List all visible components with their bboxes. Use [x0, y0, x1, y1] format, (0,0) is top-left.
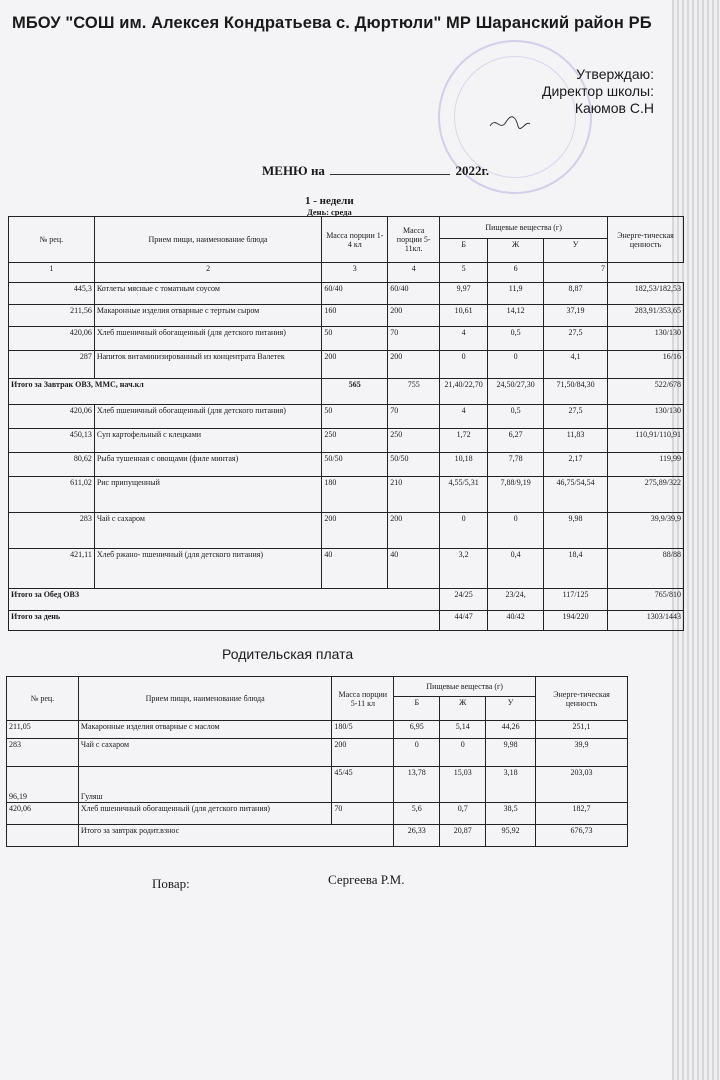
- dish-name: Рыба тушенная с овощами (филе минтая): [94, 453, 322, 477]
- protein: 0: [440, 513, 488, 549]
- carbs: 117/125: [544, 589, 608, 611]
- breakfast-total-row: [9, 379, 684, 405]
- recipe-number: 283: [9, 513, 95, 549]
- mass: 45/45: [332, 767, 394, 803]
- recipe-number: 80,62: [9, 453, 95, 477]
- mass: 200: [332, 739, 394, 767]
- mass: 180/5: [332, 721, 394, 739]
- mass: 70: [332, 803, 394, 825]
- dish-name: Макаронные изделия отварные с тертым сыром: [94, 305, 322, 327]
- school-header: МБОУ "СОШ им. Алексея Кондратьева с. Дюртюли" МР Шаранский район РБ: [12, 14, 652, 32]
- header-rec: № рец.: [9, 217, 95, 263]
- column-number: 6: [488, 263, 544, 283]
- fat: 23/24,: [488, 589, 544, 611]
- mass-5-11: 50/50: [388, 453, 440, 477]
- total-label: Итого за завтрак родит.взнос: [78, 825, 393, 847]
- header-carbs: У: [544, 239, 608, 263]
- energy: 130/130: [608, 327, 684, 351]
- week-number: 1 - недели: [305, 195, 354, 207]
- carbs: 37,19: [544, 305, 608, 327]
- mass-1-4: 200: [322, 351, 388, 379]
- recipe-number: 420,06: [9, 405, 95, 429]
- energy: 119,99: [608, 453, 684, 477]
- protein: 1,72: [440, 429, 488, 453]
- table-header-row: [9, 217, 684, 239]
- mass-5-11: 200: [388, 513, 440, 549]
- approval-line-1: Утверждаю:: [576, 66, 654, 82]
- header-protein: Б: [440, 239, 488, 263]
- table-row: [9, 453, 684, 477]
- day-total-row: [9, 611, 684, 631]
- dish-name: Чай с сахаром: [78, 739, 332, 767]
- column-numbers-row: [9, 263, 684, 283]
- fat: 24,50/27,30: [488, 379, 544, 405]
- recipe-number: 211,05: [7, 721, 79, 739]
- table-row: [9, 513, 684, 549]
- recipe-number: 445,3: [9, 283, 95, 305]
- protein: 3,2: [440, 549, 488, 589]
- column-number: 1: [9, 263, 95, 283]
- table-row: [9, 305, 684, 327]
- fat: 0,5: [488, 405, 544, 429]
- column-number: 3: [322, 263, 388, 283]
- energy: 88/88: [608, 549, 684, 589]
- protein: 6,95: [394, 721, 440, 739]
- carbs: 9,98: [544, 513, 608, 549]
- carbs: 18,4: [544, 549, 608, 589]
- protein: 0: [394, 739, 440, 767]
- mass-1-4: 200: [322, 513, 388, 549]
- carbs: 2,17: [544, 453, 608, 477]
- total-label: Итого за Обед ОВЗ: [9, 589, 440, 611]
- empty-cell: [7, 825, 79, 847]
- day-label: День: среда: [306, 207, 352, 217]
- fat: 0,7: [440, 803, 486, 825]
- lunch-total-row: [9, 589, 684, 611]
- mass-5-11: 200: [388, 351, 440, 379]
- carbs: 95,92: [486, 825, 536, 847]
- mass-1-4: 60/40: [322, 283, 388, 305]
- approval-line-2: Директор школы:: [542, 83, 654, 99]
- fat: 7,88/9,19: [488, 477, 544, 513]
- recipe-number: 287: [9, 351, 95, 379]
- menu-table: [8, 216, 684, 631]
- carbs: 11,83: [544, 429, 608, 453]
- recipe-number: 283: [7, 739, 79, 767]
- header-nutrients: Пищевые вещества (г): [394, 677, 536, 697]
- energy: 522/678: [608, 379, 684, 405]
- carbs: 194/220: [544, 611, 608, 631]
- table-row: [9, 549, 684, 589]
- protein: 13,78: [394, 767, 440, 803]
- fat: 0: [440, 739, 486, 767]
- mass-1-4: 565: [322, 379, 388, 405]
- energy: 765/810: [608, 589, 684, 611]
- energy: 130/130: [608, 405, 684, 429]
- table-row: [9, 351, 684, 379]
- fat: 0,4: [488, 549, 544, 589]
- approval-line-3: Каюмов С.Н: [574, 100, 654, 116]
- fat: 20,87: [440, 825, 486, 847]
- protein: 44/47: [440, 611, 488, 631]
- energy: 676,73: [536, 825, 628, 847]
- dish-name: Суп картофельный с клецками: [94, 429, 322, 453]
- carbs: 71,50/84,30: [544, 379, 608, 405]
- mass-1-4: 50: [322, 327, 388, 351]
- energy: 39,9/39,9: [608, 513, 684, 549]
- table-row: [9, 283, 684, 305]
- energy: 275,89/322: [608, 477, 684, 513]
- protein: 21,40/22,70: [440, 379, 488, 405]
- recipe-number: 420,06: [7, 803, 79, 825]
- header-carbs: У: [486, 697, 536, 721]
- protein: 9,97: [440, 283, 488, 305]
- carbs: 44,26: [486, 721, 536, 739]
- header-protein: Б: [394, 697, 440, 721]
- recipe-number: 420,06: [9, 327, 95, 351]
- carbs: 4,1: [544, 351, 608, 379]
- carbs: 8,87: [544, 283, 608, 305]
- protein: 4: [440, 405, 488, 429]
- mass-1-4: 160: [322, 305, 388, 327]
- header-nutrients: Пищевые вещества (г): [440, 217, 608, 239]
- mass-1-4: 40: [322, 549, 388, 589]
- energy: 283,91/353,65: [608, 305, 684, 327]
- director-signature: [488, 112, 532, 134]
- protein: 10,18: [440, 453, 488, 477]
- table-row: [7, 721, 628, 739]
- header-energy: Энерге-тическая ценность: [536, 677, 628, 721]
- dish-name: Хлеб пшеничный обогащенный (для детского питания): [94, 405, 322, 429]
- recipe-number: 96,19: [7, 767, 79, 803]
- menu-title: [262, 163, 489, 179]
- energy: 251,1: [536, 721, 628, 739]
- header-mass-5-11: Масса порции 5-11кл.: [388, 217, 440, 263]
- fat: 0: [488, 351, 544, 379]
- energy: 182,53/182,53: [608, 283, 684, 305]
- energy: 1303/1443: [608, 611, 684, 631]
- menu-title-suffix: 2022г.: [455, 163, 490, 178]
- fat: 7,78: [488, 453, 544, 477]
- fat: 15,03: [440, 767, 486, 803]
- dish-name: Котлеты мясные с томатным соусом: [94, 283, 322, 305]
- dish-name: Хлеб пшеничный обогащенный (для детского питания): [94, 327, 322, 351]
- column-number: 2: [94, 263, 322, 283]
- energy: 110,91/110,91: [608, 429, 684, 453]
- fat: 6,27: [488, 429, 544, 453]
- header-fat: Ж: [440, 697, 486, 721]
- protein: 5,6: [394, 803, 440, 825]
- mass-1-4: 180: [322, 477, 388, 513]
- fat: 0: [488, 513, 544, 549]
- mass-1-4: 50: [322, 405, 388, 429]
- carbs: 38,5: [486, 803, 536, 825]
- energy: 39,9: [536, 739, 628, 767]
- parent-fee-title: Родительская плата: [222, 646, 354, 662]
- fat: 0,5: [488, 327, 544, 351]
- table-row: [9, 477, 684, 513]
- table-row: [9, 405, 684, 429]
- week-label: [305, 196, 354, 218]
- table-row: [7, 803, 628, 825]
- protein: 4: [440, 327, 488, 351]
- carbs: 27,5: [544, 327, 608, 351]
- dish-name: Чай с сахаром: [94, 513, 322, 549]
- dish-name: Рис припущенный: [94, 477, 322, 513]
- energy: 182,7: [536, 803, 628, 825]
- carbs: 46,75/54,54: [544, 477, 608, 513]
- dish-name: Напиток витаминизированный из концентрата Валетек: [94, 351, 322, 379]
- carbs: 3,18: [486, 767, 536, 803]
- mass-5-11: 70: [388, 405, 440, 429]
- mass-5-11: 70: [388, 327, 440, 351]
- protein: 26,33: [394, 825, 440, 847]
- protein: 0: [440, 351, 488, 379]
- header-mass-1-4: Масса порции 1-4 кл: [322, 217, 388, 263]
- parent-total-row: [7, 825, 628, 847]
- header-mass: Масса порции 5-11 кл: [332, 677, 394, 721]
- mass-5-11: 250: [388, 429, 440, 453]
- dish-name: Макаронные изделия отварные с маслом: [78, 721, 332, 739]
- date-blank-line: [330, 174, 450, 175]
- mass-1-4: 250: [322, 429, 388, 453]
- mass-1-4: 50/50: [322, 453, 388, 477]
- header-meal: Прием пищи, наименование блюда: [78, 677, 332, 721]
- column-number: 4: [388, 263, 440, 283]
- parent-fee-table: [6, 676, 628, 847]
- fat: 40/42: [488, 611, 544, 631]
- fat: 5,14: [440, 721, 486, 739]
- dish-name: Хлеб ржано- пшеничный (для детского питания): [94, 549, 322, 589]
- table-row: [9, 327, 684, 351]
- protein: 4,55/5,31: [440, 477, 488, 513]
- mass-5-11: 200: [388, 305, 440, 327]
- column-number: 7: [544, 263, 608, 283]
- header-fat: Ж: [488, 239, 544, 263]
- fat: 11,9: [488, 283, 544, 305]
- energy: 16/16: [608, 351, 684, 379]
- table-row: [7, 739, 628, 767]
- column-number: 5: [440, 263, 488, 283]
- cook-label: Повар:: [152, 876, 190, 891]
- total-label: Итого за Завтрак ОВЗ, ММС, нач.кл: [9, 379, 322, 405]
- table-row: [9, 429, 684, 453]
- table-row: [7, 767, 628, 803]
- header-energy: Энерге-тическая ценность: [608, 217, 684, 263]
- approval-block: [542, 66, 654, 117]
- recipe-number: 611,02: [9, 477, 95, 513]
- menu-title-prefix: МЕНЮ на: [262, 163, 325, 178]
- carbs: 27,5: [544, 405, 608, 429]
- recipe-number: 211,56: [9, 305, 95, 327]
- recipe-number: 421,11: [9, 549, 95, 589]
- cook-name: Сергеева Р.М.: [328, 872, 405, 887]
- fat: 14,12: [488, 305, 544, 327]
- header-rec: № рец.: [7, 677, 79, 721]
- mass-5-11: 755: [388, 379, 440, 405]
- mass-5-11: 40: [388, 549, 440, 589]
- dish-name: Гуляш: [78, 767, 332, 803]
- dish-name: Хлеб пшеничный обогащенный (для детского питания): [78, 803, 332, 825]
- mass-5-11: 60/40: [388, 283, 440, 305]
- protein: 24/25: [440, 589, 488, 611]
- carbs: 9,98: [486, 739, 536, 767]
- header-meal: Прием пищи, наименование блюда: [94, 217, 322, 263]
- mass-5-11: 210: [388, 477, 440, 513]
- total-label: Итого за день: [9, 611, 440, 631]
- energy: 203,03: [536, 767, 628, 803]
- protein: 10,61: [440, 305, 488, 327]
- recipe-number: 450,13: [9, 429, 95, 453]
- table-header-row: [7, 677, 628, 697]
